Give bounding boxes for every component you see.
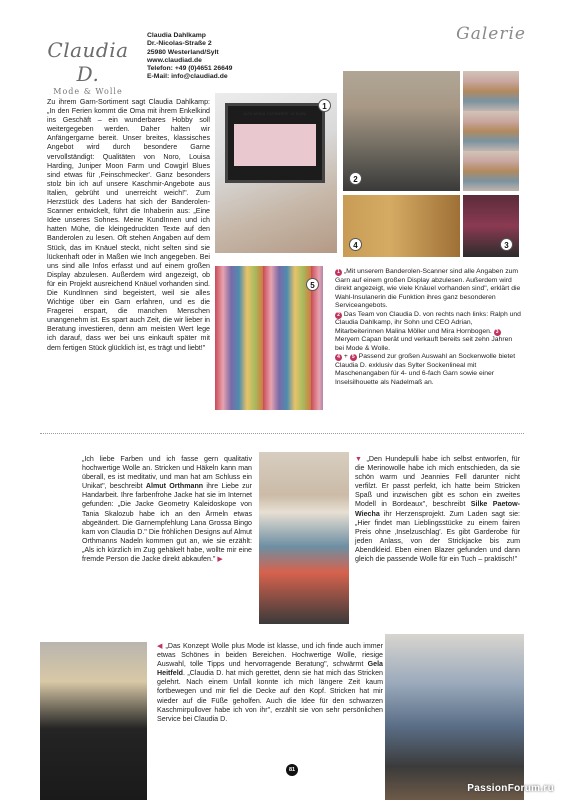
photo-number-label: 3	[500, 238, 513, 251]
quote-text: . „Claudia D. hat mich gerettet, denn sie hat mich das Stricken gelehrt. Nach einem Unfall konnte ich mich längere Zeit kaum fortbewegen und mir fiel die Decke auf den Kopf. Stricken hat mir wieder auf die Füße geholfen. Auch die Idee für den schwarzen Kaschmirpullover habe ich von ihr", erzählt sie von sehr persönlichen Service bei Claudia D.	[157, 669, 383, 723]
photo-gela-heitfeld	[40, 642, 147, 800]
caption-item	[335, 353, 521, 387]
quote-author: Gela Heitfeld	[157, 660, 383, 678]
address-website: www.claudiad.de	[147, 56, 202, 64]
caption-text: Mit unserem Banderolen-Scanner sind alle Angaben zum Garn auf einem großen Display abzulesen. Außerdem wird direkt angezeigt, wie viele Knäuel vorhanden sind", erklärt die Wahl-Insulanerin die Funktion ihres ganz besonderen Serviceangebots.	[335, 268, 521, 309]
caption-number-badge: 4	[335, 354, 342, 361]
section-title: Galerie	[456, 24, 526, 44]
quote-text: „Den Hundepulli habe ich selbst entworfen, für die Merinowolle habe ich mich entschieden, da sie schön warm und Jeannies Fell darunter nicht verfilzt. Er passt perfekt, ich hatte beim Stricken Spaß und inzwischen gibt es schon ein zweites Modell in Bordeaux", beschreibt	[355, 455, 520, 509]
article-intro: Zu ihrem Garn-Sortiment sagt Claudia Dahlkamp: „In den Ferien kommt die Oma mit ihrem Enkelkind ins Geschäft – ein wunderbares Hobby soll weitergegeben werden. Daher halten wir Anfängergarne bereit. Unser breites, klassisches Angebot wird durch besondere Garne vervollständigt: Qualitäten von Noro, Louisa Harding, Juniper Moon Farm und Cowgirl Blues sind etwas für ‚Feinschmecker'. Ganz besonders stolz bin ich auf unsere Kaschmir-Angebote aus Italien, gebrüht und unerreicht weich!". Zum Herzstück des Ladens hat sich der Banderolen-Scanner entwickelt, führt die Inhaberin aus: „Eine Idee unseres Sohnes. Meine KundInnen und ich hatten Mühe, die kleingedruckten Texte auf den Banderolen zu lesen. Oft stehen Angaben auf dem Stück, das im Knäuel steckt, nicht selten sind sie lückenhaft oder in Maßen wie Inch angegeben. Bei uns sind alle Infos erfasst und auf einem großen Display abzulesen. Außerdem wird angezeigt, ob für ein Projekt ausreichend Knäuel vorhanden sind. Die KundInnen sind begeistert, weil sie alles Wichtige über ein Garn erfahren, und es die Fragerei erspart, die manchen Menschen unangenehm ist. Es spart auch Zeit, die wir lieber in Beratung investieren, denn am meisten Wert lege ich darauf, dass wer bei uns einkauft später mit dem fertigen Stück glücklich ist, es trägt und liebt!"	[47, 98, 210, 352]
logo-script-text: Claudia D.	[47, 38, 129, 86]
caption-item	[335, 311, 521, 354]
quote-author: Almut Orthmann	[145, 482, 204, 491]
scanner-screen-panel	[234, 124, 316, 166]
address-email: E-Mail: info@claudiad.de	[147, 73, 228, 81]
store-address	[147, 32, 287, 82]
photo-caption	[335, 268, 521, 387]
photo-sock-yarn-wall	[215, 266, 323, 410]
quote-text: „Das Konzept Wolle plus Mode ist klasse, und ich finde auch immer etwas Schönes in beiden Bereichen. Hochwertige Wolle, riesige Auswahl, tolle Tipps und hervorragende Beratung", schwärmt	[157, 642, 383, 669]
section-divider	[40, 433, 524, 434]
caption-plus: +	[343, 353, 348, 360]
caption-text: Meryem Capan berät und verkauft bereits seit zehn Jahren bei Mode & Wolle.	[335, 336, 513, 352]
address-line: Dr.-Nicolas-Straße 2	[147, 40, 212, 48]
caption-number-badge: 3	[494, 329, 501, 336]
caption-number-badge: 1	[335, 269, 342, 276]
scanner-screen-text: ALTA MODA CASHMERE 16 SUBA	[243, 112, 307, 116]
triangle-right-icon: ▶	[217, 556, 223, 564]
photo-team	[343, 71, 460, 191]
photo-sock-ruler	[343, 195, 460, 257]
scanner-screen	[225, 103, 325, 183]
address-line: Claudia Dahlkamp	[147, 32, 206, 39]
caption-number-badge: 5	[350, 354, 357, 361]
quote-author: Silke Paetow-Wiecha	[355, 500, 521, 518]
address-line: 25980 Westerland/Sylt	[147, 48, 219, 56]
photo-almut-orthmann	[259, 452, 349, 624]
triangle-left-icon: ◀	[157, 643, 163, 650]
quote-text: ihre Liebe zur Handarbeit. Ihre farbenfrohe Jacke hat sie im Internet gefunden: „Die Jacke Geometry Kaleidoskope von Tania Skalozub habe ich an den Ärmeln etwas abgeändert. Die Garnempfehlung Lana Grossa Bingo kam von Claudia D." Die fröhlichen Designs auf Almut Orthmanns Nadeln kommen gut an, wie sie erzählt: „Als ich kürzlich im Zug gehäkelt habe, wollte mir eine fremde Person die Jacke direkt abkaufen."	[82, 482, 252, 564]
store-logo	[38, 38, 138, 96]
caption-text: Das Team von Claudia D. von rechts nach links: Ralph und Claudia Dahlkamp, ihr Sohn und CEO Adrian, Mitarbeiterinnen Malina Möller und Mira Hornbogen.	[335, 310, 521, 335]
photo-scanner-display	[215, 93, 337, 253]
photo-number-label: 2	[349, 172, 362, 185]
photo-silke-with-dog	[385, 634, 524, 800]
site-watermark: PassionForum.ru	[467, 783, 554, 794]
quote-text: ihr Herzensprojekt. Zum Laden sagt sie: „Hier findet man Lieblingsstücke zu einem fairen Preis ohne ‚Inselzuschlag'. Es gibt Garderobe für jeden Anlass, von der Strickjacke bis zum Abendkleid. Eben einen Blazer gefunden und dann gleich die passende Wolle für ein Tuch – praktisch!"	[355, 509, 520, 564]
quote-almut-orthmann	[82, 455, 252, 564]
address-phone: Telefon: +49 (0)4651 26649	[147, 65, 233, 73]
caption-text: Passend zur großen Auswahl an Sockenwolle bietet Claudia D. exklusiv das Sylter Sockenlineal mit Maschenangaben für 4- und 6-fach Garn sowie einer Inselsilhouette als Nadelmaß an.	[335, 353, 516, 386]
photo-number-label: 5	[306, 278, 319, 291]
triangle-down-icon: ▼	[355, 456, 364, 463]
logo-subtitle: Mode & Wolle	[53, 87, 123, 96]
page-number: 81	[286, 764, 298, 776]
photo-number-label: 4	[349, 238, 362, 251]
quote-text: „Ich liebe Farben und ich fasse gern qualitativ hochwertige Wolle an. Stricken und Häkeln kann man überall, es ist meditativ, und man hat am Schluss ein Unikat", beschreibt	[82, 455, 252, 491]
quote-silke-paetow-wiecha	[355, 455, 520, 564]
photo-yarn-shelf	[463, 71, 519, 191]
caption-item: 1 „Mit unserem Banderolen-Scanner sind alle Angaben zum Garn auf einem großen Display abzulesen. Außerdem wird direkt angezeigt, wie viele Knäuel vorhanden sind", erklärt die Wahl-Insulanerin die Funktion ihres ganz besonderen Serviceangebots.	[335, 268, 521, 309]
caption-number-badge: 2	[335, 312, 342, 319]
quote-gela-heitfeld	[157, 642, 383, 724]
photo-meryem-capan	[463, 195, 519, 257]
photo-number-label: 1	[318, 99, 331, 112]
